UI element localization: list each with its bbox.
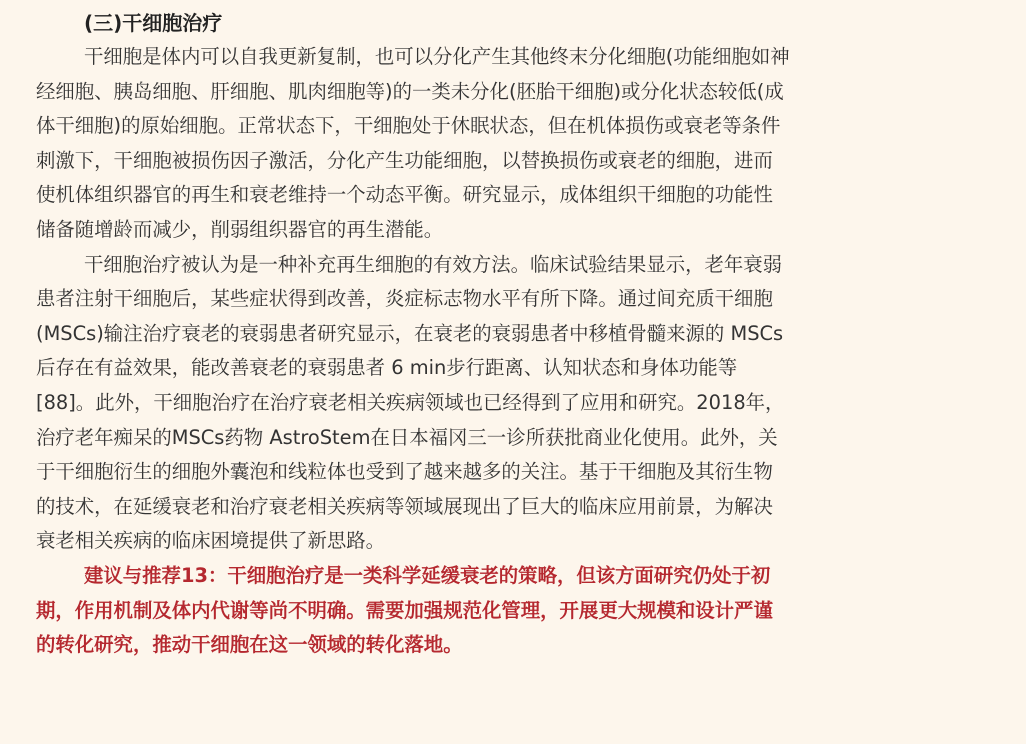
recommendation-13 xyxy=(36,559,992,663)
text-line: 治疗老年痴呆的MSCs药物 AstroStem在日本福冈三一诊所获批商业化使用。此外，关 xyxy=(36,425,778,449)
text-line: [88]。此外，干细胞治疗在治疗衰老相关疾病领域也已经得到了应用和研究。2018年， xyxy=(36,390,785,414)
recommendation-line: 的转化研究，推动干细胞在这一领域的转化落地。 xyxy=(36,633,463,657)
recommendation-line: 建议与推荐13：干细胞治疗是一类科学延缓衰老的策略，但该方面研究仍处于初 xyxy=(84,563,771,587)
paragraph-stem-cell-therapy xyxy=(36,248,992,559)
text-line: 患者注射干细胞后，某些症状得到改善，炎症标志物水平有所下降。通过间充质干细胞 xyxy=(36,287,773,311)
text-line: 刺激下，干细胞被损伤因子激活，分化产生功能细胞，以替换损伤或衰老的细胞，进而 xyxy=(36,148,773,172)
section-heading: (三)干细胞治疗 xyxy=(84,11,223,35)
text-line: 体干细胞)的原始细胞。正常状态下，干细胞处于休眠状态，但在机体损伤或衰老等条件 xyxy=(36,114,781,138)
text-line: 使机体组织器官的再生和衰老维持一个动态平衡。研究显示，成体组织干细胞的功能性 xyxy=(36,183,773,207)
text-line: 干细胞是体内可以自我更新复制，也可以分化产生其他终末分化细胞(功能细胞如神 xyxy=(84,45,790,68)
paragraph-stem-cell-intro xyxy=(36,40,992,248)
recommendation-line: 期，作用机制及体内代谢等尚不明确。需要加强规范化管理，开展更大规模和设计严谨 xyxy=(36,598,773,622)
text-line: 储备随增龄而减少，削弱组织器官的再生潜能。 xyxy=(36,217,444,241)
text-line: 后存在有益效果，能改善衰老的衰弱患者 6 min步行距离、认知状态和身体功能等 xyxy=(36,356,738,380)
text-line: (MSCs)输注治疗衰老的衰弱患者研究显示，在衰老的衰弱患者中移植骨髓来源的 MSCs xyxy=(36,321,784,345)
text-line: 衰老相关疾病的临床困境提供了新思路。 xyxy=(36,529,386,553)
text-line: 的技术，在延缓衰老和治疗衰老相关疾病等领域展现出了巨大的临床应用前景，为解决 xyxy=(36,494,773,518)
text-line: 经细胞、胰岛细胞、肝细胞、肌肉细胞等)的一类未分化(胚胎干细胞)或分化状态较低(成 xyxy=(36,79,784,103)
text-line: 于干细胞衍生的细胞外囊泡和线粒体也受到了越来越多的关注。基于干细胞及其衍生物 xyxy=(36,460,773,484)
text-line: 干细胞治疗被认为是一种补充再生细胞的有效方法。临床试验结果显示，老年衰弱 xyxy=(84,252,783,276)
